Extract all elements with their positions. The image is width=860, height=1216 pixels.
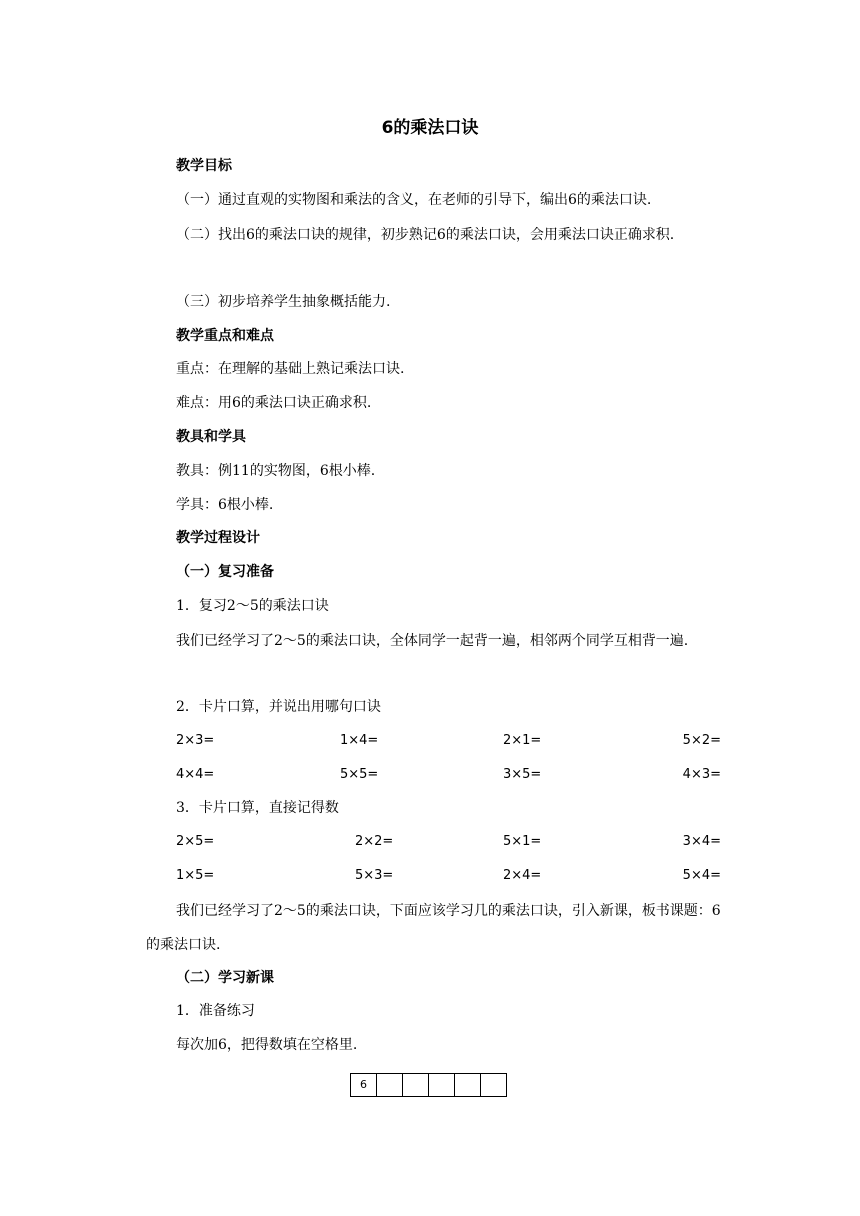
card-expression: 5×2=	[682, 733, 721, 748]
review-item-3: 3．卡片口算，直接记得数	[176, 800, 339, 816]
review-item-2: 2．卡片口算，并说出用哪句口诀	[176, 699, 381, 715]
grid-cell	[455, 1074, 481, 1096]
teacher-tools: 教具：例11的实物图，6根小棒.	[176, 463, 376, 479]
goal-2: （二）找出6的乘法口诀的规律，初步熟记6的乘法口诀，会用乘法口诀正确求积.	[176, 227, 675, 243]
card-expression: 2×3=	[176, 733, 215, 748]
card-expression: 3×4=	[682, 834, 721, 849]
grid-cell	[377, 1074, 403, 1096]
intro-text: 我们已经学习了2～5的乘法口诀，下面应该学习几的乘法口诀，引入新课，板书课题：6的乘法口诀.	[146, 903, 721, 953]
new-item-1: 1．准备练习	[176, 1003, 255, 1019]
card-expression: 5×4=	[682, 868, 721, 883]
card-expression: 5×3=	[355, 868, 394, 883]
goal-heading: 教学目标	[176, 158, 232, 174]
card-expression: 3×5=	[503, 767, 542, 782]
key-point: 重点：在理解的基础上熟记乘法口诀.	[176, 361, 405, 377]
grid-cell	[481, 1074, 506, 1096]
card-expression: 1×5=	[176, 868, 215, 883]
grid-cell: 6	[351, 1074, 377, 1096]
new-item-1-text: 每次加6，把得数填在空格里.	[176, 1037, 358, 1053]
card-expression: 5×5=	[340, 767, 379, 782]
card-expression: 1×4=	[340, 733, 379, 748]
new-heading: （二）学习新课	[176, 970, 274, 986]
card-expression: 2×2=	[355, 834, 394, 849]
review-heading: （一）复习准备	[176, 564, 274, 580]
card-expression: 4×3=	[682, 767, 721, 782]
student-tools: 学具：6根小棒.	[176, 497, 274, 513]
card-expression: 5×1=	[503, 834, 542, 849]
goal-3: （三）初步培养学生抽象概括能力.	[176, 294, 391, 310]
cards-row	[176, 866, 721, 886]
review-item-1: 1．复习2～5的乘法口诀	[176, 598, 329, 614]
key-heading: 教学重点和难点	[176, 328, 274, 344]
card-expression: 2×1=	[503, 733, 542, 748]
card-expression: 2×4=	[503, 868, 542, 883]
cards-row	[176, 765, 721, 785]
card-expression: 4×4=	[176, 767, 215, 782]
process-heading: 教学过程设计	[176, 530, 260, 546]
goal-1: （一）通过直观的实物图和乘法的含义，在老师的引导下，编出6的乘法口诀.	[176, 192, 652, 208]
page-title: 6的乘法口诀	[381, 118, 479, 138]
fill-in-grid	[350, 1073, 507, 1097]
tools-heading: 教具和学具	[176, 429, 246, 445]
card-expression: 2×5=	[176, 834, 215, 849]
grid-cell	[403, 1074, 429, 1096]
cards-row	[176, 832, 721, 852]
grid-cell	[429, 1074, 455, 1096]
review-item-1-text: 我们已经学习了2～5的乘法口诀，全体同学一起背一遍，相邻两个同学互相背一遍.	[176, 633, 689, 649]
cards-row	[176, 731, 721, 751]
difficult-point: 难点：用6的乘法口诀正确求积.	[176, 395, 372, 411]
